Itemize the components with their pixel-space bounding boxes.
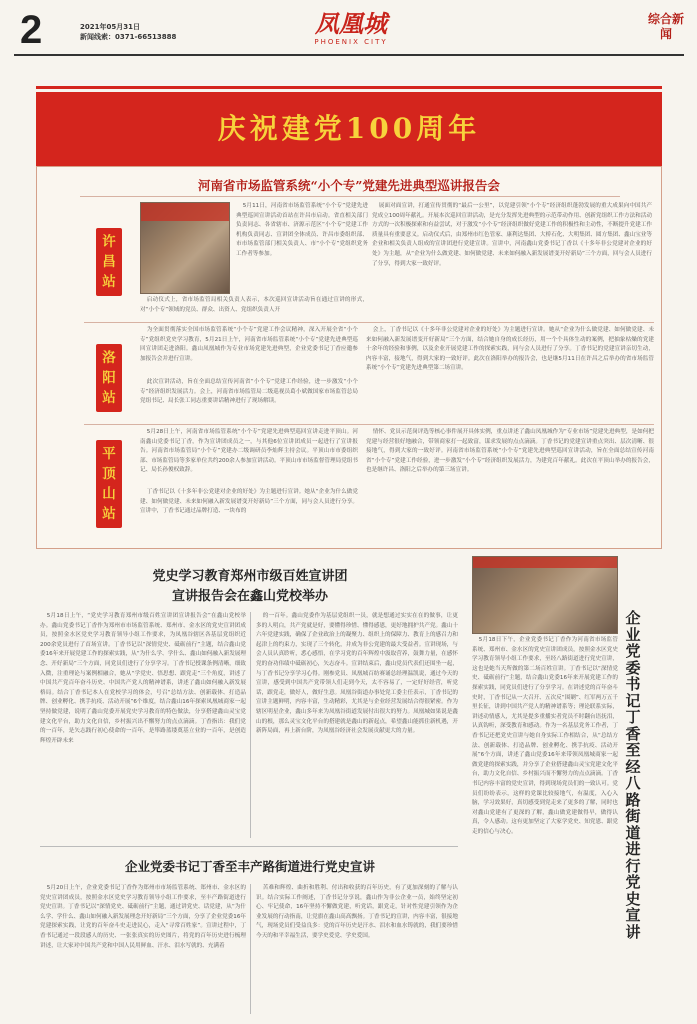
tour-report-title: 河南省市场监管系统“小个专”党建先进典型巡讲报告会 xyxy=(198,178,500,193)
pds-text-b: 丁香书记以《十多年非公党建对企业的好处》为主题进行宣讲。她从“企业为什么做党建、如何做党建、未来如何融入新发展谱变开好新局”三个方面，同与会人员进行分享。宣讲中，丁香书记通过品牌打造、一块布的 xyxy=(140,489,358,515)
photo-jingbalu xyxy=(472,556,618,634)
pds-text-a: 5月28日上午，河南省市场监管系统“小个专”党建先进典型巡回宣讲走进平顶山。河南鑫山党委书记丁香，作为宣讲团成员之一，与其他6位宣讲团成员一起进行了宣讲报告。河南省市场监管局“小个专”党建办二级调研员李灿辉主持会议。平顶山市市委组织部、市场监管局等多家单位共约200余人参加宣讲活动。平顶山市市场监督管理局党组书记、局长孙俊权致辞。 xyxy=(140,429,358,474)
header-rule xyxy=(14,54,684,56)
article2-title: 企业党委书记丁香至丰产路街道进行党史宣讲 xyxy=(124,859,375,874)
masthead-logo: 凤凰城 xyxy=(315,9,387,38)
luoyang-text-c: 会上，丁香书记以《十多年非公党建对企业的好处》为主题进行宣讲。她从“企业为什么做党建、如何做党建、未来如何融入新发展谱变开好新局”三个方面，结合她自身的成长经历，用一个个具体生动的案例，把抽象枯燥的党建十余年的经验和事例，以及企业开展党建工作的探索实践，同与会人员进行了分享。丁香书记的党建宣讲亲切生动，内容丰富，接地气，得到大家的一致好评。此次在洛阳举办的报告会，也是继5月11日在许昌之后举办的省市场监管系统“小个专”党建先进典型第二场宣讲。 xyxy=(366,327,654,372)
issue-date: 2021年05月31日 xyxy=(80,23,140,31)
article1-col-rule xyxy=(250,612,251,838)
xuchang-text-b: 启动仪式上，省市场监管局相关负责人表示，本次巡回宣讲活动旨在通过宣讲的形式，对“小个专”领域的党员、群众、出资人、党组织负责人开 xyxy=(140,297,368,313)
banner-title: 庆祝建党100周年 xyxy=(217,112,481,145)
pds-text-c: 情怀、党员示范岗评选等核心事件展开具体实例，重点讲述了鑫山凤凰城作为“专业市场”党建先进典型，是如何把党建与经营很好地融合，带领商家打一起致富，谋求发展的点点滴滴。丁香书记的党建宣讲重点突出、层次清晰、很接地气，得到大家的一致好评。河南省市场监管系统“小个专”党建先进典型巡回宣讲活动，旨在全面总结宣传河南省“小个专”党建工作经验，进一步激发“小个专”经济组织发展活力，为建党百年献礼。此次在平顶山举办的报告会，也是继许昌、洛阳之后举办的第三场宣讲。 xyxy=(366,429,654,474)
station-label-luoyang: 洛阳站 xyxy=(96,344,122,412)
page-number: 2 xyxy=(20,8,43,52)
station-label-xuchang: 许昌站 xyxy=(96,228,122,296)
article-divider xyxy=(40,846,458,847)
article2-col2: 苦难和辉煌、曲折和胜利、付出和收获的百年历史，有了更加深刻的了解与认识。结合实际工作阐述，丁香书记分享说，鑫山作为非公企业一员，始终坚定初心、牢记使命，16年坚持不懈做党建，听党话，跟党走，针对性党建引领作为企业发展的行动指南，让党旗在鑫山高高飘扬。丁香书记的宣讲，内容丰富，很接地气，现场党员们受益良多：党的百年历史是汗水、泪水和血水铸就的，我们要珍惜今天的和平幸福生活，要学史爱党、学史爱国。 xyxy=(256,885,458,939)
section-tag: 综合新闻 xyxy=(648,12,685,41)
article1-title-line2: 宣讲报告会在鑫山党校举办 xyxy=(171,589,328,604)
luoyang-text-b: 此次宣讲活动，旨在全面总结宣传河南省“小个专”党建工作经验，进一步激发“小个专”经济组织发展活力。会上，河南省市场监管局二级巡视员葛小斌做国家市场监管总局党组书记、局长张工同志重要讲话精神进行了现场解读。 xyxy=(140,379,358,405)
xuchang-text-a: 5月11日，河南省市场监管系统“小个专”党建先进典型巡回宣讲活动首站在许昌市启动。省直相关部门负责同志、各省辖市、济源示范区“小个专”党建工作机构负责同志、宣讲团全体成员、许昌市委组织部、市市场监管部门相关负责人、市“小个专”党组织党务工作者等参加。 xyxy=(236,203,368,257)
banner-stripe xyxy=(36,86,662,89)
article1-col1: 5月18日上午，“党史学习教育郑州市级百姓宣讲团宣讲报告会”在鑫山党校举办。鑫山党委书记丁香作为郑州市市场监管系统、郑州市、金水区的党史宣讲团成员，按照金水区党史学习教育领导小组工作要求，为凤凰谷辖区各基层党组织近200余党员进行了首场宣讲。丁香书记以“深情党史、砥砺前行”主题，结合鑫山党委16年来开展党建工作的探索实践，从“为什么学、学什么、鑫山如何融入新发展理念、开好新局”三个方面，同党员们进行了分享学习。丁香书记授课条例清晰，细致入微，注重理论与案例相融合，她从“学党史、悟思想、跟党走”三个角度，讲述了中国共产党百年奋斗历史、中国共产党人的精神谱系，讲述了鑫山如何融入新发展格局。结合丁香书记本人在党校学习的体会，号召“总结方法、创新载体、打造品牌、创业孵化、携手抗疫、活动开展”6个维度，结合鑫山16年探索凤凰城商家一起坚持做党建，说明了鑫山党委开展党史学习教育的特色做法，分享搭建鑫山灵宝党建文化平台，助力文化自信，乡村振兴出不懈努力的点点滴滴。丁香指出：我们党的一百年，是矢志践行初心使命的一百年，是筚路蓝缕奠基立业的一百年，是创造辉煌开辟未来 xyxy=(40,613,246,744)
news-hotline: 新闻线索：0371-66513888 xyxy=(80,33,177,41)
article3-vertical-title: 企业党委书记丁香至经八路街道进行党史宣讲 xyxy=(625,609,641,941)
article1-col2: 的一百年。鑫山党委作为基层党组织一员，就是想通过实实在在的做事，让更多的人明白，共产党就是好，要懂得珍惜、懂得感恩，更好地拥护共产党。鑫山十六年党建实践，确保了企业政治上的凝聚力、组织上的保障力、教育上的感召力和起津上的约束力，实现了三个转化，并成为非公党建的最大受益者。宣讲现场，与会人员认真聆听，悉心感悟，在学习党的百年辉煌中汲取营养，鼓舞力量，在感怀党的奋功伟绩中砥砺初心，矢志奋斗。宣讲结束后，鑫山党员代表们还围坐一起，与丁香书记分享学习心得。刚参党员、凤凰城百纺赛诵总经理温凯说，通过今天的宣讲，感受到中国共产党带领人们走到今天，太不容易了，一定好好经营，听党话，跟党走，做好人，做好生意。凤凰谷街道办事处党工委主任表示，丁香书记的宣讲主题鲜明，内容丰富，生动精彩，尤其是与企业经营发展结合得很紧密。作为辖区明星企业，鑫山多年来为凤凰谷街道发展付出很大的努力。凤凰城如果说是鑫山的根，那么灵宝文化平台的搭建就是鑫山的新起点，希望鑫山能抓住新机遇，开新阵局面，再上新台阶，为凤凰谷经济社会发展贡献更大的力量。 xyxy=(256,613,458,735)
tour-title-rule xyxy=(80,196,620,197)
banner xyxy=(36,92,662,166)
row-rule-1 xyxy=(84,322,654,323)
luoyang-text-a: 为全面贯彻落实全国市场监管系统“小个专”党建工作会议精神，深入开展全省“小个专”党组织党史学习教育，5月21日上午，河南省市场监管系统“小个专”党建先进典型巡回宣讲团走进洛阳。鑫山凤凰城作为专业市场党建先进典型，企业党委书记丁香应邀参加报告会并进行宣讲。 xyxy=(140,327,358,362)
article3-col1: 5月18日下午，企业党委书记丁香作为河南省市场监管系统、郑州市、金水区的党史宣讲团成员，按照金水区党史学习教育领导小组工作要求，至经八路街道进行党史宣讲，这也是她当天所做的第二场百姓宣讲。丁香书记以“深情党史、砥砺前行”主题，结合鑫山党委16年来开展党建工作的探索实践，同党员们进行了分享学习。在讲述党的百年奋斗史时，丁香书记从一大召开、五次反“围剿”、红军两万五千里长征，讲到中国共产党人的精神谱系等；理论联系实际，讲述动情感人，尤其是提多重播实者党员不时翻台语抚泪，认真钩听，深受教育和感动。作为一名基层党务工作者，丁香书记还把党史宣讲与她自身实际工作相结合，从“总结方法、创新载体、打造品牌、创业孵化、携手抗疫、活动开展”6个方面，讲述了鑫山党委16年来带领凤凰城商家一起做党建的探索实践，并分享了企业搭建鑫山灵宝党建文化平台，助力文化自信、乡村振兴而不懈努力的点点滴滴。丁香书记内容丰富的党史宣讲，得到现场党员们的一致认可。党员们纷纷表示，这样的党课比较接地气，有温度，入心入脑，学习效果好，真切感受到党走来了更多的了解，同时也对鑫山党建有了更深的了解，鑫山做党建做得早，做得认真，令人感动。这有更加坚定了大家学党史、知党恩、跟党走的信心与决心。 xyxy=(472,637,618,835)
article2-col1: 5月20日上午，企业党委书记丁香作为郑州市市场监管系统、郑州市、金水区的党史宣讲团成员，按照金水区党史学习教育领导小组工作要求，至丰产路街道进行党史宣讲。丁香书记以“深情党史、砥砺前行”主题，通过讲党史、话党建，从“为什么学、学什么、鑫山如何融入新发展理念开好新局”三个方面，分享了企业党委16年党建探索实践，让党的百年奋斗史走进民心，走入“寻常百姓家”。宣讲过程中，丁香书记通过一段段感人的历史、一张张真实的历史图片，将党的百年历史进行梳理讲述，让大家对中国共产党和中国人民用鲜血、汗水、泪水写就的、充满着 xyxy=(40,885,246,949)
masthead-logo-en: PHOENIX CITY xyxy=(314,38,388,46)
xuchang-text-c: 展面对面宣讲，打通宣传贯彻的“最后一公里”，以党建引领“小个专”经济组织蓬勃发展的重大成果向中国共产党成立100周年献礼。开展本次巡回宣讲活动，是充分发挥先进典型的示范带动作用、创新党组织工作方法和活动方式的一次积极探索和有益尝试，对于激发“小个专”经济组织做好党建工作的积极性和主动性，不断提升党建工作质量具有重要意义。启动仪式后，由郑州市红色管家、康利达集团、大桥石化、大明集团、圆方集团、鑫山宝业等企业和相关负责人组成的宣讲团进行党建宣讲。宣讲中，河南鑫山党委书记丁香以《十多年非公党建对企业的好处》为主题，从“企业为什么做党建、如何做党建、未来如何融入新发展谱变开好新局”三个方面，回与会人员进行了分享，得到大家一致好评。 xyxy=(372,203,652,267)
photo-xuchang xyxy=(140,202,230,294)
station-label-pingdingshan: 平顶山站 xyxy=(96,440,122,528)
article2-col-rule xyxy=(250,884,251,1014)
row-rule-2 xyxy=(84,424,654,425)
article1-title-line1: 党史学习教育郑州市级百姓宣讲团 xyxy=(152,569,348,584)
